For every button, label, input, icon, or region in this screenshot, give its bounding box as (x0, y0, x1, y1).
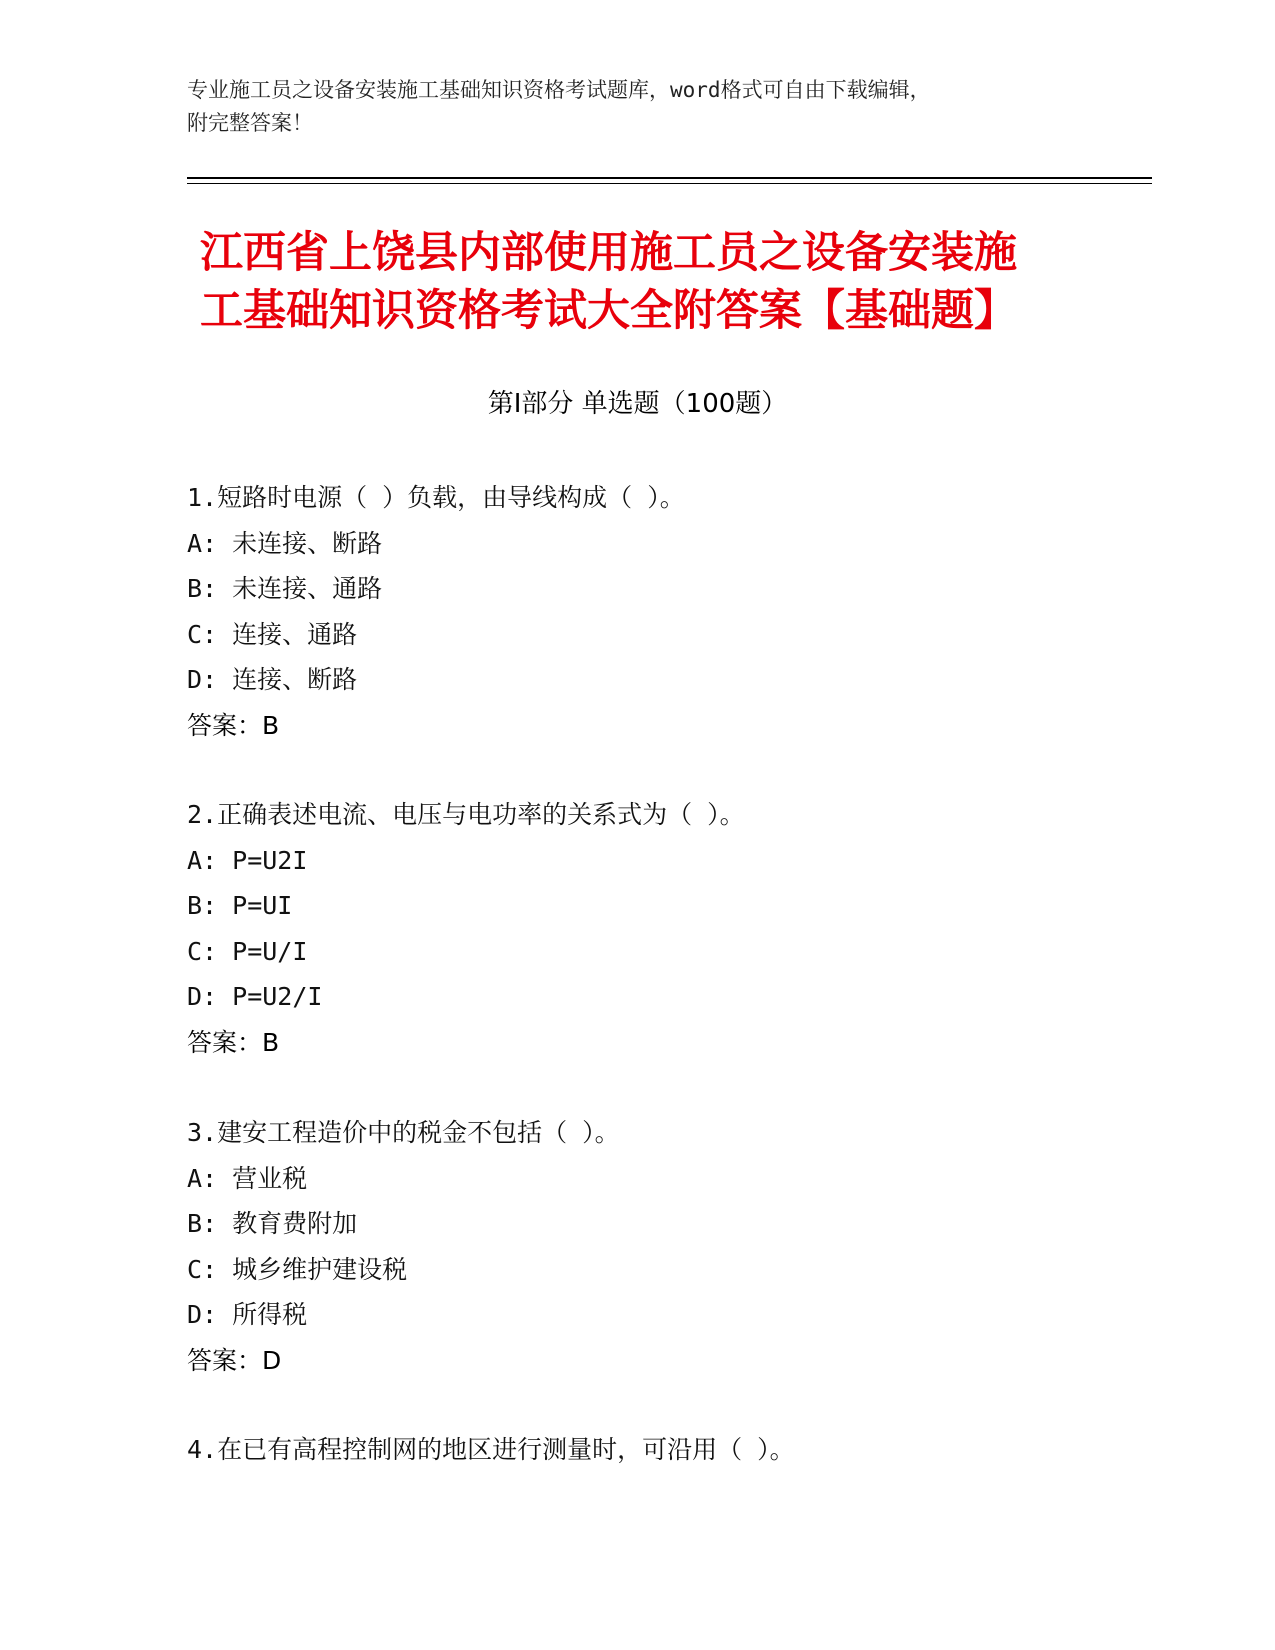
header-note (187, 74, 1087, 140)
answer: 答案：B (187, 710, 280, 740)
option-d: D: P=U2/I (187, 982, 323, 1011)
document-title (200, 224, 1100, 340)
option-c: C: 城乡维护建设税 (187, 1254, 408, 1284)
question-4 (187, 1427, 1137, 1473)
question-stem: 2.正确表述电流、电压与电功率的关系式为（ ）。 (187, 800, 745, 829)
option-a: A: 营业税 (187, 1163, 308, 1193)
header-divider-thick (187, 177, 1152, 179)
option-a: A: 未连接、断路 (187, 528, 383, 558)
option-d: D: 所得税 (187, 1300, 308, 1329)
header-note-line-1: 专业施工员之设备安装施工基础知识资格考试题库，word格式可自由下载编辑， (187, 78, 931, 102)
header-divider-thin (187, 183, 1152, 184)
header-note-line-2: 附完整答案！ (187, 111, 313, 135)
section-heading: 第Ⅰ部分 单选题（100题） (487, 389, 788, 419)
question-stem: 3.建安工程造价中的税金不包括（ ）。 (187, 1118, 620, 1147)
question-3 (187, 1110, 1137, 1383)
question-1 (187, 475, 1137, 748)
option-c: C: P=U/I (187, 936, 308, 966)
option-b: B: 教育费附加 (187, 1209, 358, 1238)
option-a: A: P=U2I (187, 845, 308, 875)
question-stem: 1.短路时电源（ ）负载，由导线构成（ ）。 (187, 483, 685, 512)
answer: 答案：D (187, 1345, 282, 1375)
document-title-line-2: 工基础知识资格考试大全附答案【基础题】 (200, 286, 1017, 336)
option-c: C: 连接、通路 (187, 619, 358, 649)
option-b: B: 未连接、通路 (187, 574, 383, 603)
answer: 答案：B (187, 1027, 280, 1057)
option-b: B: P=UI (187, 891, 293, 920)
question-stem: 4.在已有高程控制网的地区进行测量时，可沿用（ ）。 (187, 1435, 795, 1464)
document-title-line-1: 江西省上饶县内部使用施工员之设备安装施 (200, 228, 1017, 278)
question-2 (187, 792, 1137, 1065)
option-d: D: 连接、断路 (187, 665, 358, 694)
